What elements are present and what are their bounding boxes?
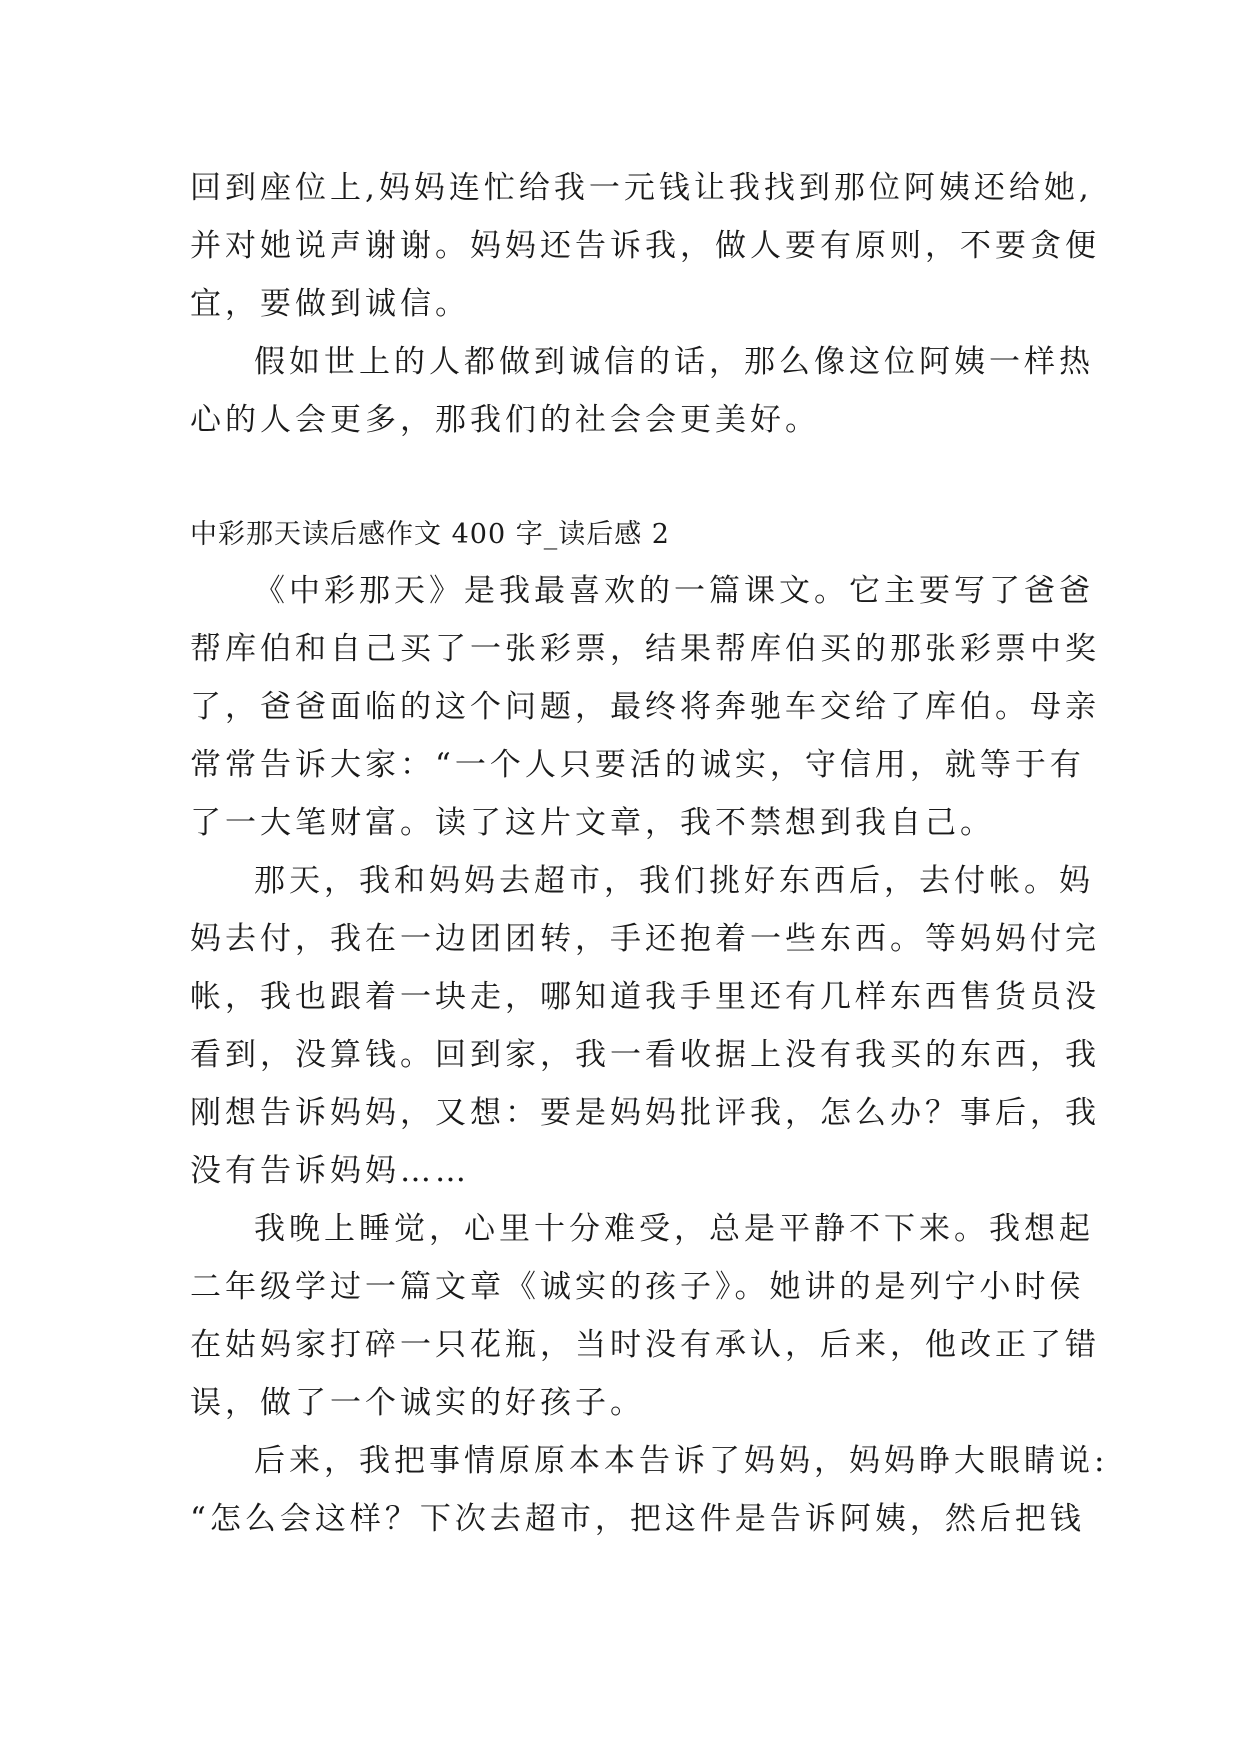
paragraph-line: 《中彩那天》是我最喜欢的一篇课文。它主要写了爸爸 — [254, 573, 1094, 609]
paragraph-line: 误，做了一个诚实的好孩子。 — [190, 1385, 645, 1421]
paragraph-line: 帮库伯和自己买了一张彩票，结果帮库伯买的那张彩票中奖 — [190, 631, 1100, 667]
paragraph-line: 宜，要做到诚信。 — [190, 286, 470, 322]
paragraph-line: 刚想告诉妈妈，又想：要是妈妈批评我，怎么办？事后，我 — [190, 1095, 1100, 1131]
paragraph-line: 二年级学过一篇文章《诚实的孩子》。她讲的是列宁小时侯 — [190, 1269, 1085, 1305]
paragraph-line: 没有告诉妈妈…… — [190, 1153, 470, 1189]
paragraph-line: 常常告诉大家：“一个人只要活的诚实，守信用，就等于有 — [190, 747, 1085, 783]
paragraph-line: 妈去付，我在一边团团转，手还抱着一些东西。等妈妈付完 — [190, 921, 1100, 957]
paragraph-line: 回到座位上,妈妈连忙给我一元钱让我找到那位阿姨还给她, — [190, 170, 1093, 206]
paragraph-line: 我晚上睡觉，心里十分难受，总是平静不下来。我想起 — [254, 1211, 1094, 1247]
paragraph-line: 后来，我把事情原原本本告诉了妈妈，妈妈睁大眼睛说: — [254, 1443, 1109, 1479]
section-title: 中彩那天读后感作文 400 字_读后感 2 — [190, 519, 670, 550]
paragraph-line: 在姑妈家打碎一只花瓶，当时没有承认，后来，他改正了错 — [190, 1327, 1100, 1363]
paragraph-line: 假如世上的人都做到诚信的话，那么像这位阿姨一样热 — [254, 344, 1094, 380]
paragraph-line: 帐，我也跟着一块走，哪知道我手里还有几样东西售货员没 — [190, 979, 1100, 1015]
paragraph-line: 了一大笔财富。读了这片文章，我不禁想到我自己。 — [190, 805, 995, 841]
paragraph-line: “怎么会这样？下次去超市，把这件是告诉阿姨，然后把钱 — [190, 1501, 1085, 1537]
paragraph-line: 那天，我和妈妈去超市，我们挑好东西后，去付帐。妈 — [254, 863, 1094, 899]
paragraph-line: 心的人会更多，那我们的社会会更美好。 — [190, 402, 820, 438]
paragraph-line: 并对她说声谢谢。妈妈还告诉我，做人要有原则，不要贪便 — [190, 228, 1100, 264]
paragraph-line: 看到，没算钱。回到家，我一看收据上没有我买的东西，我 — [190, 1037, 1100, 1073]
paragraph-line: 了，爸爸面临的这个问题，最终将奔驰车交给了库伯。母亲 — [190, 689, 1100, 725]
